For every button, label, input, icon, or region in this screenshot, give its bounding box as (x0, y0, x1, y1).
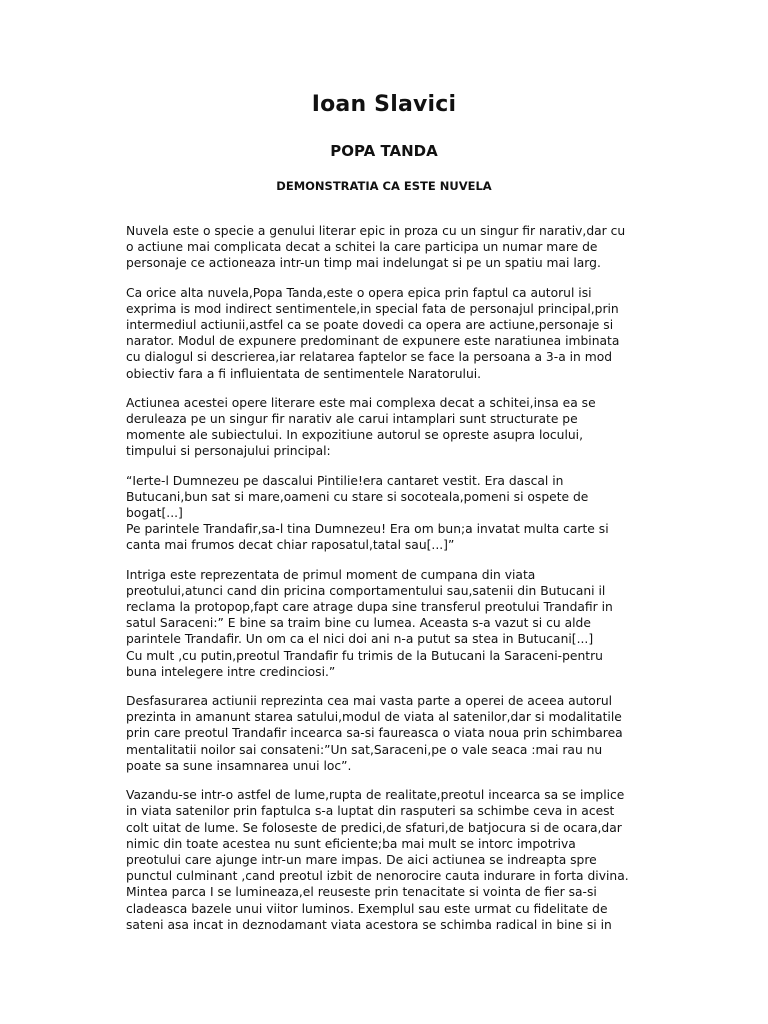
work-title: POPA TANDA (330, 142, 438, 160)
author-title: Ioan Slavici (311, 92, 457, 117)
quote-paragraph-1: “Ierte-l Dumnezeu pe dascalui Pintilie!era cantaret vestit. Era dascal in Butucani,bun sat si mare,oameni cu stare si socoteala,pomeni si ospete de bogat[...] Pe parintele Trandafir,sa-l tina Dumnezeu! Era om bun;a invatat multa carte si canta mai frumos decat chiar raposatul,tatal sau[...]” (126, 473, 609, 553)
paragraph-7: Vazandu-se intr-o astfel de lume,rupta de realitate,preotul incearca sa se implice in viata satenilor prin faptulca s-a luptat din rasputeri sa schimbe ceva in acest colt uitat de lume. Se foloseste de predici,de sfaturi,de batjocura si de ocara,dar nimic din toate acestea nu sunt eficiente;ba mai mult se intorc impotriva preotului care ajunge intr-un mare impas. De aici actiunea se indreapta spre punctul culminant ,cand preotul izbit de nenorocire cauta indurare in forta divina. Mintea parca I se lumineaza,el reuseste prin tenacitate si vointa de fier sa-si cladeasca bazele unui viitor luminos. Exemplul sau este urmat cu fidelitate de sateni asa incat in deznodamant viata acestora se schimba radical in bine si in (126, 788, 629, 932)
paragraph-2: Ca orice alta nuvela,Popa Tanda,este o opera epica prin faptul ca autorul isi exprima is mod indirect sentimentele,in special fata de personajul principal,prin intermediul actiunii,astfel ca se poate dovedi ca opera are actiune,personaje si narator. Modul de expunere predominant de expunere este naratiunea imbinata cu dialogul si descrierea,iar relatarea faptelor se face la persoana a 3-a in mod obiectiv fara a fi influientata de sentimentele Naratorului. (126, 285, 620, 381)
paragraph-6: Desfasurarea actiunii reprezinta cea mai vasta parte a operei de aceea autorul prezinta in amanunt starea satului,modul de viata al satenilor,dar si modalitatile prin care preotul Trandafir incearca sa-si faureasca o viata noua prin schimbarea mentalitatii noilor sai consateni:”Un sat,Saraceni,pe o vale seaca :mai rau nu poate sa sune insamnarea unui loc”. (126, 694, 623, 773)
paragraph-3: Actiunea acestei opere literare este mai complexa decat a schitei,insa ea se deruleaza pe un singur fir narativ ale carui intamplari sunt structurate pe momente ale subiectului. In expozitiune autorul se opreste asupra locului, timpului si personajului principal: (126, 395, 596, 459)
paragraph-5: Intriga este reprezentata de primul moment de cumpana din viata preotului,atunci cand din pricina comportamentului sau,satenii din Butucani il reclama la protopop,fapt care atrage dupa sine transferul preotului Trandafir in satul Saraceni:” E bine sa traim bine cu lumea. Aceasta s-a vazut si cu alde parintele Trandafir. Un om ca el nici doi ani n-a putut sa stea in Butucani[...] Cu mult ,cu putin,preotul Trandafir fu trimis de la Butucani la Saraceni-pentru buna intelegere intre credinciosi.” (126, 567, 613, 679)
section-heading: DEMONSTRATIA CA ESTE NUVELA (276, 179, 492, 193)
document-body (126, 223, 646, 946)
paragraph-1: Nuvela este o specie a genului literar epic in proza cu un singur fir narativ,dar cu o actiune mai complicata decat a schitei la care participa un numar mare de personaje ce actioneaza intr-un timp mai indelungat si pe un spatiu mai larg. (126, 224, 626, 271)
